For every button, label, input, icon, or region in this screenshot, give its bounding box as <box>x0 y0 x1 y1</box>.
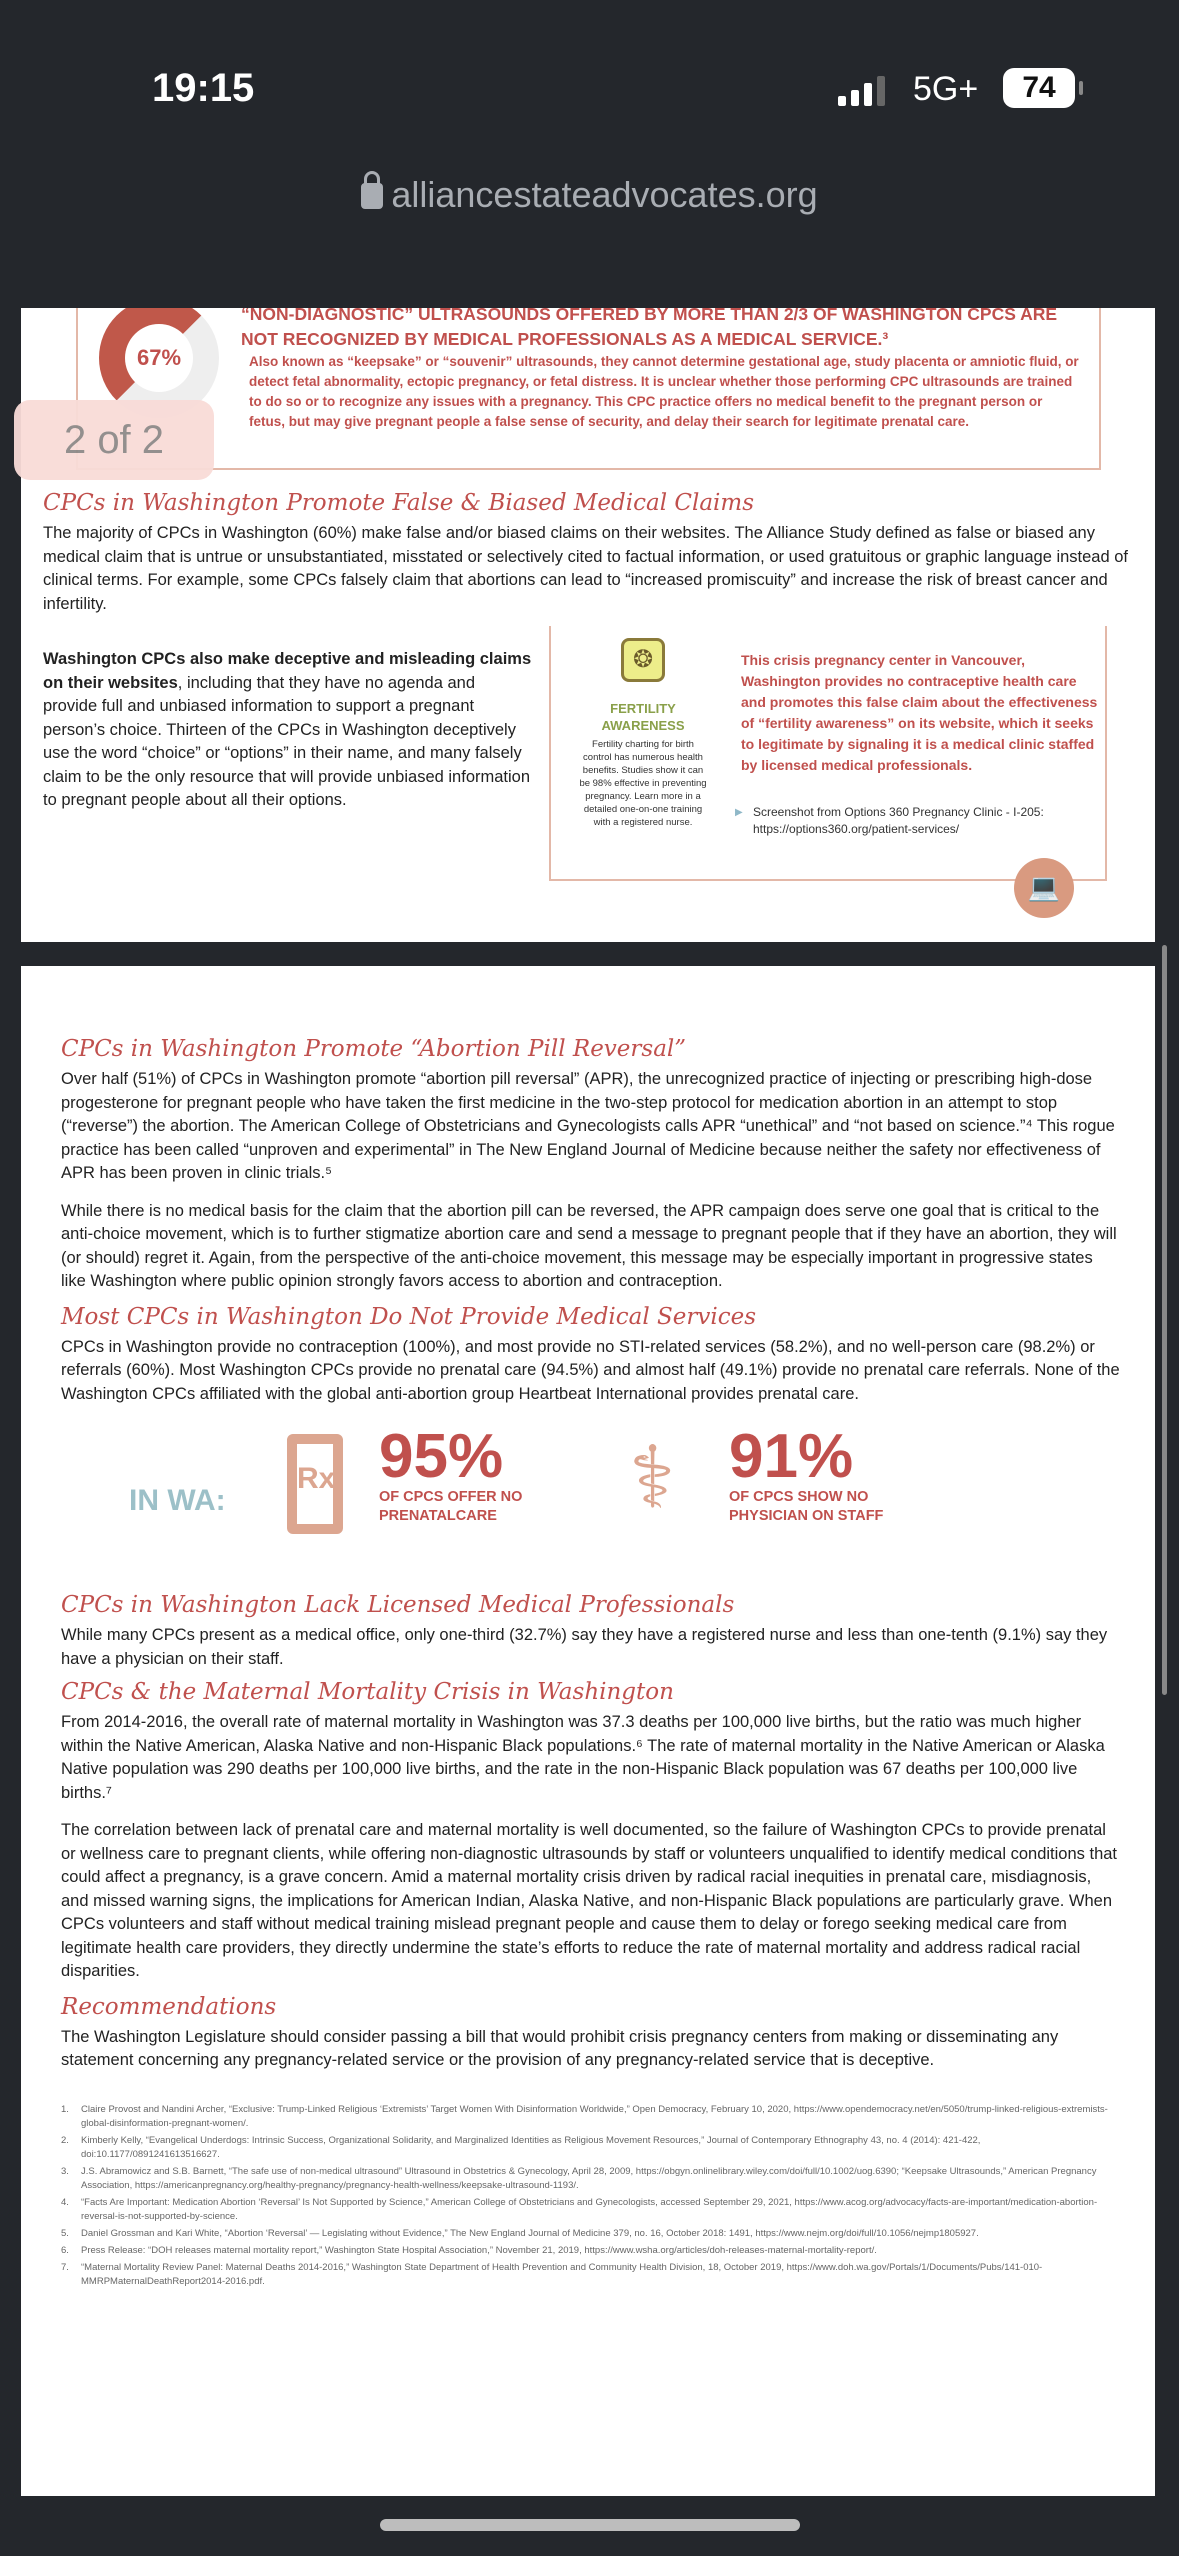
stat-value: 91% <box>729 1422 854 1491</box>
paragraph-rest: , including that they have no agenda and provide full and unbiased information to support a pregnant person’s choice. Thirteen of the CPCs in Washington deceptively use the word “choice” or “options” in their name, and many falsely claim to be the only resource that will provide unbiased information to pregnant people about all their options. <box>43 673 531 809</box>
fertility-description: Fertility charting for birth control has numerous health benefits. Studies show it can be 98% effective in preventing pregnancy. Learn more in a detailed one-on-one training with a registered nurse. <box>579 739 707 828</box>
paragraph: While many CPCs present as a medical office, only one-third (32.7%) say they have a registered nurse and less than one-tenth (9.1%) say they have a physician on their staff. <box>61 1626 1108 1668</box>
signal-icon <box>838 76 885 106</box>
footnote: 4. “Facts Are Important: Medication Abortion ‘Reversal’ Is Not Supported by Science,” American College of Obstetricians and Gynecologists, accessed September 29, 2021, https://www.acog.org/advocacy/facts-are-important/medication-abortion-reversal-is-not-supported-by-science. <box>61 2196 1098 2222</box>
section-title: Recommendations <box>61 1993 277 2020</box>
url-text: alliancestateadvocates.org <box>391 174 818 215</box>
status-bar <box>0 58 1179 118</box>
section-title: Most CPCs in Washington Do Not Provide Medical Services <box>61 1303 757 1330</box>
footnote: 2. Kimberly Kelly, “Evangelical Underdogs: Intrinsic Success, Organizational Solidarity, and Marginalized Identities as Religious Movement Resources,” Journal of Contemporary Ethnography 43, no. 4 (2014): 421-422, doi:10.1177/0891241613516627. <box>61 2134 981 2160</box>
paragraph: The majority of CPCs in Washington (60%) make false and/or biased claims on their websites. The Alliance Study defined as false or biased any medical claim that is untrue or unsubstantiated, misstated or selectively cited to factual information, or used gratuitous or graphic language instead of clinical terms. For example, some CPCs falsely claim that abortions can lead to “increased promiscuity” and increase the risk of breast cancer and infertility. <box>43 524 1129 613</box>
stats-row <box>61 1406 1121 1592</box>
screenshot-source: ▶ Screenshot from Options 360 Pregnancy Clinic - I-205: https://options360.org/patient-services/ <box>753 804 1103 838</box>
laptop-icon: 💻 <box>1014 858 1074 918</box>
paragraph: The correlation between lack of prenatal care and maternal mortality is well documented, so the failure of Washington CPCs to provide prenatal or wellness care to pregnant clients, while offering non-diagnostic ultrasounds by staff or volunteers unqualified to identify medical conditions that could affect a pregnancy, is a grave concern. Amid a maternal mortality crisis driven by radical racial inequities in prenatal care, misdiagnosis, and missed warning signs, the implications for American Indian, Alaska Native, and non-Hispanic Black populations are particularly grave. When CPCs volunteers and staff without medical training mislead pregnant people and cause them to delay or forego seeking medical care from legitimate health care providers, they directly undermine the state’s efforts to reduce the rate of maternal mortality and address radical racial disparities. <box>61 1821 1117 1980</box>
stat-value: 95% <box>379 1422 504 1491</box>
footnotes <box>61 2103 1121 2289</box>
bold-lead: Washington CPCs also make deceptive and misleading claims on their websites <box>43 650 532 692</box>
paragraph <box>43 648 533 813</box>
sperm-icon: ❂ <box>621 638 665 682</box>
scrollbar[interactable] <box>1162 945 1167 1695</box>
lock-icon <box>361 183 383 209</box>
ultrasound-body: Also known as “keepsake” or “souvenir” ultrasounds, they cannot determine gestational age, study placenta or amniotic fluid, or detect fetal abnormality, ectopic pregnancy, or fetal distress. It is unclear whether those performing CPC ultrasounds are trained to do so or to recognize any issues with a pregnancy. This CPC practice offers no medical benefit to the pregnant person or fetus, but may give pregnant people a false sense of security, and delay their search for legitimate prenatal care. <box>249 354 1079 429</box>
ring-label: 67% <box>136 345 182 370</box>
address-bar[interactable] <box>0 174 1179 216</box>
paragraph: From 2014-2016, the overall rate of maternal mortality in Washington was 37.3 deaths per 100,000 live births, but the ratio was much higher within the Native American, Alaska Native and non-Hispanic Black populations.⁶ The rate of maternal mortality in the Native American or Alaska Native population was 290 deaths per 100,000 live births, and the rate in the non-Hispanic Black population was 67 deaths per 100,000 live births.⁷ <box>61 1713 1105 1802</box>
paragraph: While there is no medical basis for the claim that the abortion pill can be reversed, the APR campaign does serve one goal that is critical to the anti-choice movement, which is to further stigmatize abortion care and send a message to pregnant people that if they have an abortion, they will (or should) regret it. Again, from the perspective of the anti-choice movement, this message may be especially important in progressive states like Washington where public opinion strongly favors access to abortion and contraception. <box>61 1201 1117 1290</box>
section-title: CPCs in Washington Lack Licensed Medical Professionals <box>61 1592 735 1618</box>
clock: 19:15 <box>152 66 255 110</box>
home-indicator[interactable] <box>380 2519 800 2531</box>
pdf-page-2 <box>21 966 1155 2496</box>
stethoscope-icon: ⚕ <box>629 1430 676 1526</box>
ultrasound-heading: “NON-DIAGNOSTIC” ULTRASOUNDS OFFERED BY MORE THAN 2/3 OF WASHINGTON CPCS ARE NOT RECOGNIZED BY MEDICAL PROFESSIONALS AS A MEDICAL SERVICE.³ <box>241 308 1058 349</box>
fertility-callout <box>549 626 1107 902</box>
stat-label: OF CPCS SHOW NO PHYSICIAN ON STAFF <box>729 1489 884 1524</box>
paragraph: The Washington Legislature should consider passing a bill that would prohibit crisis pregnancy centers from making or disseminating any statement concerning any pregnancy-related service or the provision of any pregnancy-related service that is deceptive. <box>61 2027 1059 2069</box>
footnote: 5. Daniel Grossman and Kari White, “Abortion ‘Reversal’ — Legislating without Evidence,” The New England Journal of Medicine 379, no. 16, October 2018: 1491, https://www.nejm.org/doi/full/10.1056/nejmp1805927. <box>61 2227 979 2239</box>
footnote: 3. J.S. Abramowicz and S.B. Barnett, “The safe use of non-medical ultrasound” Ultrasound in Obstetrics & Gynecology, April 28, 2009, https://obgyn.onlinelibrary.wiley.com/doi/full/10.1002/uog.6390; “Keepsake Ultrasounds,” American Pregnancy Association, https://americanpregnancy.org/healthy-pregnancy/pregnancy-health-wellness/keepsake-ultrasound-1193/. <box>61 2165 1097 2191</box>
network-type: 5G+ <box>913 70 979 108</box>
fertility-claim: This crisis pregnancy center in Vancouver, Washington provides no contraceptive health care and promotes this false claim about the effectiveness of “fertility awareness” on its website, which it seeks to legitimate by signaling it is a medical clinic staffed by licensed medical professionals. <box>741 652 1098 773</box>
section-title: CPCs & the Maternal Mortality Crisis in Washington <box>61 1679 674 1705</box>
footnote: 1. Claire Provost and Nandini Archer, “Exclusive: Trump-Linked Religious ‘Extremists’ Target Women With Disinformation Worldwide,” Open Democracy, February 10, 2020, https://www.opendemocracy.net/en/5050/trump-linked-religious-extremists-global-disinformation-pregnant-women/. <box>61 2103 1108 2129</box>
page-indicator: 2 of 2 <box>14 400 214 480</box>
paragraph: CPCs in Washington provide no contraception (100%), and most provide no STI-related services (58.2%), and no well-person care (98.2%) or referrals (60%). Most Washington CPCs provide no prenatal care (94.5%) and almost half (49.1%) provide no prenatal care referrals. None of the Washington CPCs affiliated with the global anti-abortion group Heartbeat International provides prenatal care. <box>61 1337 1120 1403</box>
rx-icon: Rx <box>287 1434 343 1534</box>
stats-label: IN WA: <box>129 1484 226 1517</box>
stat-label: OF CPCS OFFER NO PRENATALCARE <box>379 1489 523 1524</box>
fertility-title: FERTILITY AWARENESS <box>601 701 685 733</box>
footnote: 7. “Maternal Mortality Review Panel: Maternal Deaths 2014-2016,” Washington State Department of Health Prevention and Community Health Division, 18, October 2019, https://www.doh.wa.gov/Portals/1/Documents/Pubs/141-010-MMRPMaternalDeathReport2014-2016.pdf. <box>61 2261 1043 2287</box>
section-title: CPCs in Washington Promote “Abortion Pill Reversal” <box>61 1036 687 1062</box>
section-title: CPCs in Washington Promote False & Biased Medical Claims <box>43 490 755 516</box>
paragraph: Over half (51%) of CPCs in Washington promote “abortion pill reversal” (APR), the unrecognized practice of injecting or prescribing high-dose progesterone for pregnant people who have taken the first medicine in the two-step protocol for medication abortion in an attempt to stop (“reverse”) the abortion. The American College of Obstetricians and Gynecologists calls APR “unethical” and “not based on science.”⁴ This rogue practice has been called “unproven and experimental” in The New England Journal of Medicine because neither the safety nor effectiveness of APR has been proven in clinic trials.⁵ <box>61 1070 1115 1182</box>
battery-icon: 74 <box>1003 68 1075 108</box>
footnote: 6. Press Release: “DOH releases maternal mortality report,” Washington State Hospital Association,” November 21, 2019, https://www.wsha.org/articles/doh-releases-maternal-mortality-report/. <box>61 2244 877 2256</box>
